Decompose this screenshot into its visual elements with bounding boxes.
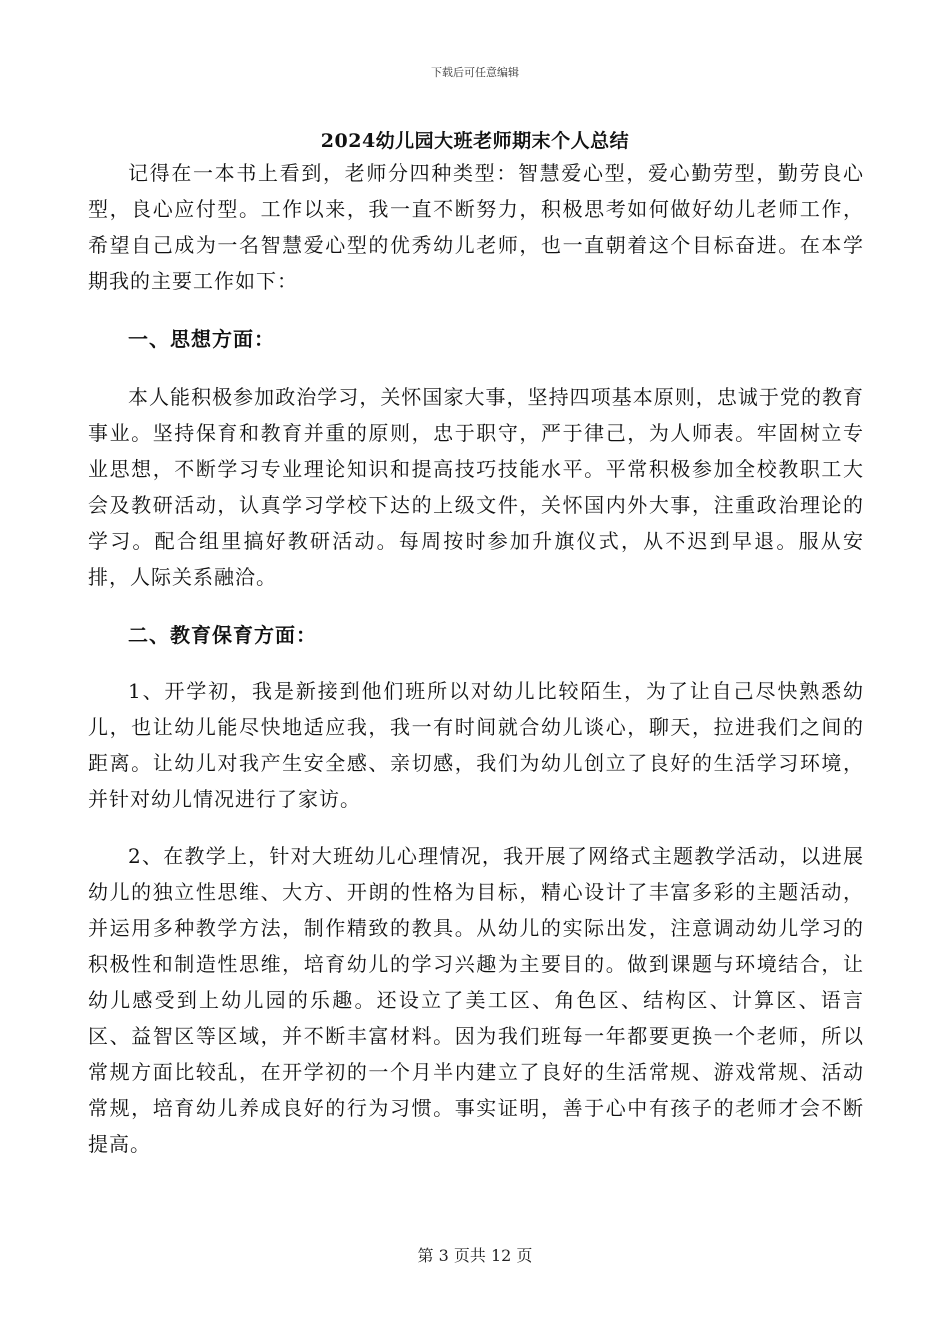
education-item-2: 2、在教学上，针对大班幼儿心理情况，我开展了网络式主题教学活动，以进展幼儿的独立性思维、大方、开朗的性格为目标，精心设计了丰富多彩的主题活动，并运用多种教学方法，制作精致的教具。从幼儿的实际出发，注意调动幼儿学习的积极性和制造性思维，培育幼儿的学习兴趣为主要目的。做到课题与环境结合，让幼儿感受到上幼儿园的乐趣。还设立了美工区、角色区、结构区、计算区、语言区、益智区等区域，并不断丰富材料。因为我们班每一年都要更换一个老师，所以常规方面比较乱，在开学初的一个月半内建立了良好的生活常规、游戏常规、活动常规，培育幼儿养成良好的行为习惯。事实证明，善于心中有孩子的老师才会不断提高。 xyxy=(88,844,864,1156)
page-number: 第 3 页共 12 页 xyxy=(417,1246,533,1265)
document-body xyxy=(88,147,864,1162)
ideology-paragraph: 本人能积极参加政治学习，关怀国家大事，坚持四项基本原则，忠诚于党的教育事业。坚持保育和教育并重的原则，忠于职守，严于律己，为人师表。牢固树立专业思想，不断学习专业理论知识和提高技巧技能水平。平常积极参加全校教职工大会及教研活动，认真学习学校下达的上级文件，关怀国内外大事，注重政治理论的学习。配合组里搞好教研活动。每周按时参加升旗仪式，从不迟到早退。服从安排，人际关系融洽。 xyxy=(88,385,864,589)
document-title: 2024幼儿园大班老师期末个人总结 xyxy=(320,130,630,152)
header-note: 下载后可任意编辑 xyxy=(431,66,519,79)
intro-paragraph: 记得在一本书上看到，老师分四种类型：智慧爱心型，爱心勤劳型，勤劳良心型，良心应付型。工作以来，我一直不断努力，积极思考如何做好幼儿老师工作，希望自己成为一名智慧爱心型的优秀幼儿老师，也一直朝着这个目标奋进。在本学期我的主要工作如下： xyxy=(88,161,864,293)
section-heading-education: 二、教育保育方面： xyxy=(128,623,317,647)
section-heading-ideology: 一、思想方面： xyxy=(128,327,275,351)
education-item-1: 1、开学初，我是新接到他们班所以对幼儿比较陌生，为了让自己尽快熟悉幼儿，也让幼儿能尽快地适应我，我一有时间就合幼儿谈心，聊天，拉进我们之间的距离。让幼儿对我产生安全感、亲切感，我们为幼儿创立了良好的生活学习环境，并针对幼儿情况进行了家访。 xyxy=(88,679,864,811)
